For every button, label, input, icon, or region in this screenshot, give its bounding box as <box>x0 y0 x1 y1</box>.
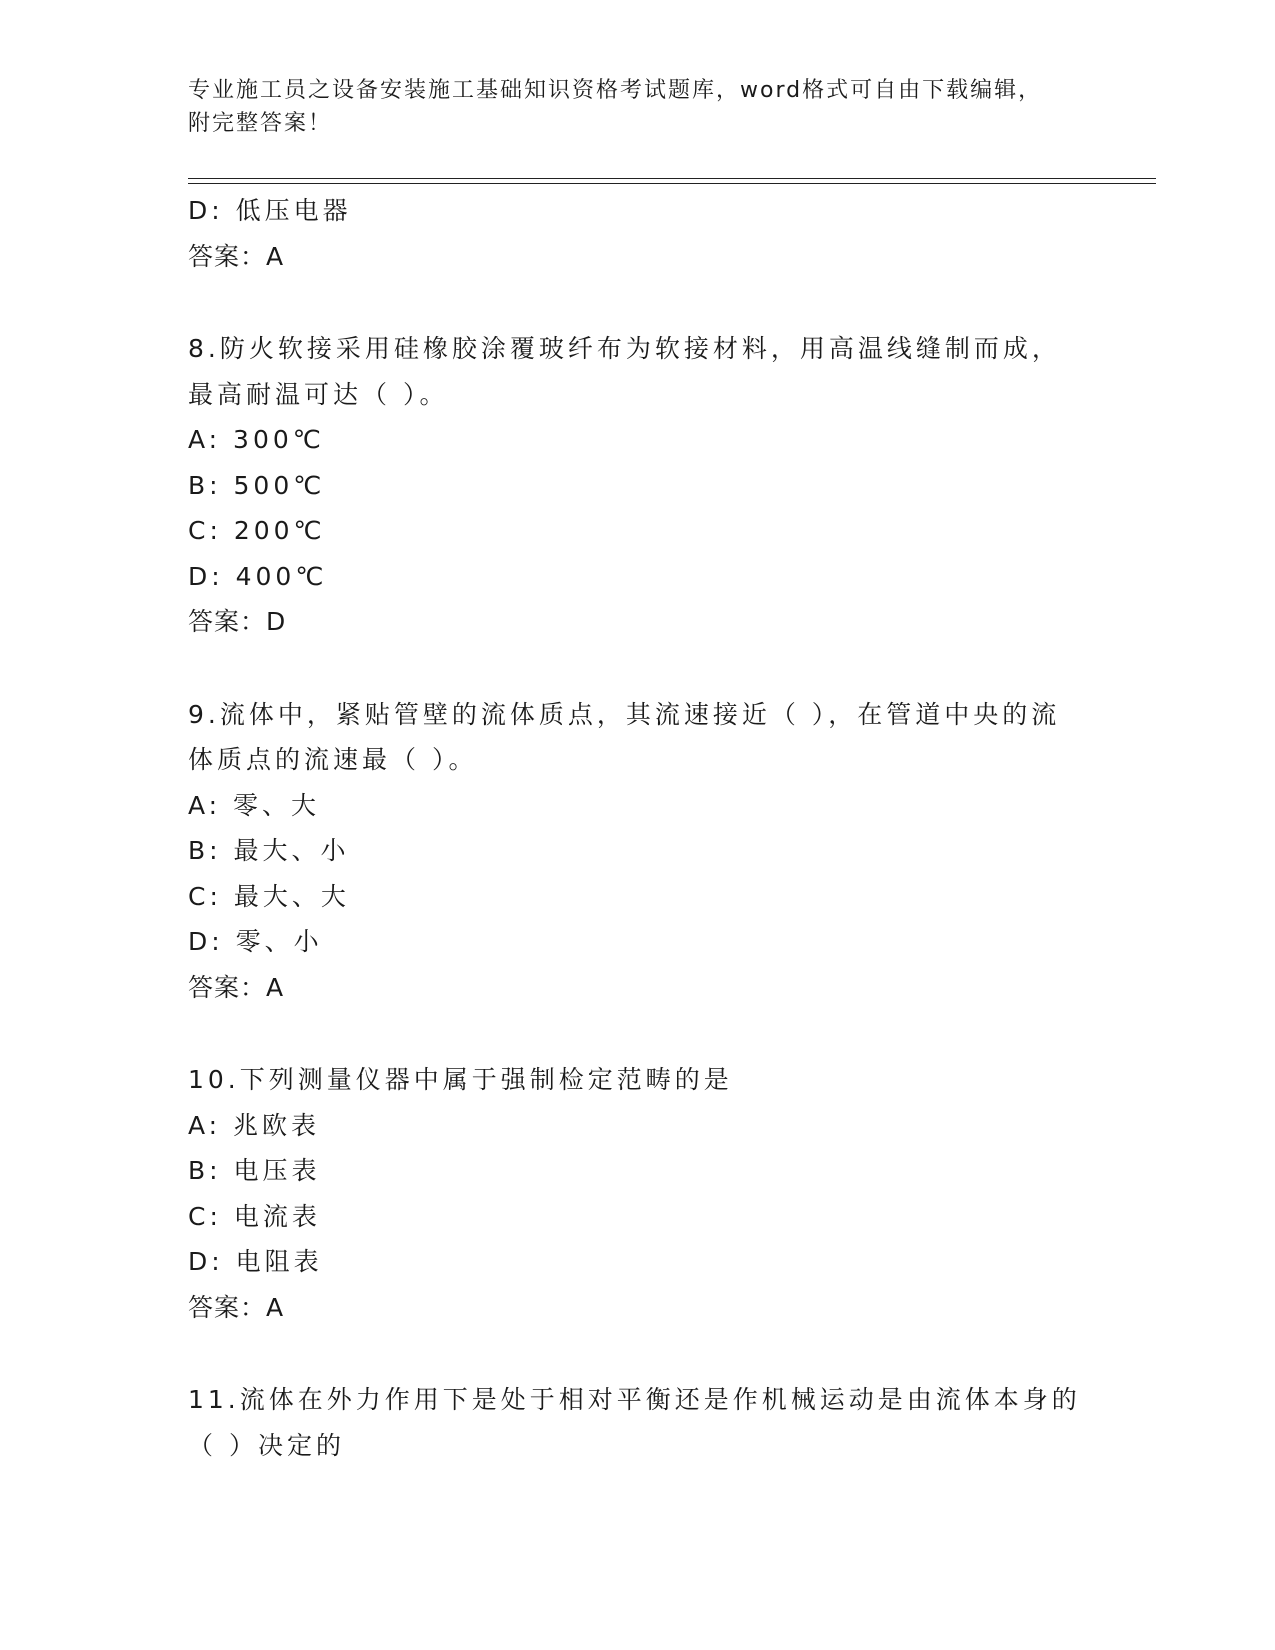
question-list <box>188 188 1088 1468</box>
option-a: A: 零、大 <box>188 790 321 820</box>
option-d: D: 电阻表 <box>188 1247 323 1276</box>
spacer <box>188 645 1088 692</box>
option-d: D: 400℃ <box>188 561 328 591</box>
header-divider-top <box>188 178 1156 179</box>
question-7-tail <box>188 188 1088 279</box>
option-a: A: 兆欧表 <box>188 1110 321 1140</box>
header-line-1: 专业施工员之设备安装施工基础知识资格考试题库，word格式可自由下载编辑， <box>188 78 1043 103</box>
question-11 <box>188 1377 1088 1468</box>
option-d: D: 零、小 <box>188 927 323 956</box>
question-8 <box>188 326 1088 645</box>
document-header <box>188 74 1088 140</box>
answer-line: 答案：D <box>188 607 287 636</box>
option-b: B: 最大、小 <box>188 836 350 865</box>
option-a: A: 300℃ <box>188 425 325 454</box>
question-text-cont: 最高耐温可达（ ）。 <box>188 379 449 409</box>
option-c: C: 200℃ <box>188 516 326 545</box>
question-text: 8.防火软接采用硅橡胶涂覆玻纤布为软接材料，用高温线缝制而成， <box>188 334 1061 363</box>
spacer <box>188 1010 1088 1057</box>
question-text: 10.下列测量仪器中属于强制检定范畴的是 <box>188 1065 733 1094</box>
question-text: 9.流体中，紧贴管壁的流体质点，其流速接近（ ），在管道中央的流 <box>188 699 1061 729</box>
header-divider-bottom <box>188 183 1156 184</box>
header-line-2: 附完整答案！ <box>188 111 333 136</box>
question-text: 11.流体在外力作用下是处于相对平衡还是作机械运动是由流体本身的 <box>188 1385 1081 1414</box>
question-9 <box>188 692 1088 1011</box>
option-b: B: 电压表 <box>188 1156 321 1185</box>
question-10 <box>188 1057 1088 1330</box>
spacer <box>188 279 1088 326</box>
option-c: C: 电流表 <box>188 1201 321 1231</box>
spacer <box>188 1330 1088 1377</box>
option-d: D: 低压电器 <box>188 196 352 225</box>
answer-line: 答案：A <box>188 241 285 271</box>
answer-line: 答案：A <box>188 1292 285 1322</box>
option-c: C: 最大、大 <box>188 881 350 911</box>
question-text-cont: 体质点的流速最（ ）。 <box>188 745 478 774</box>
option-b: B: 500℃ <box>188 470 326 500</box>
question-text-cont: （ ）决定的 <box>188 1430 345 1460</box>
answer-line: 答案：A <box>188 972 285 1002</box>
